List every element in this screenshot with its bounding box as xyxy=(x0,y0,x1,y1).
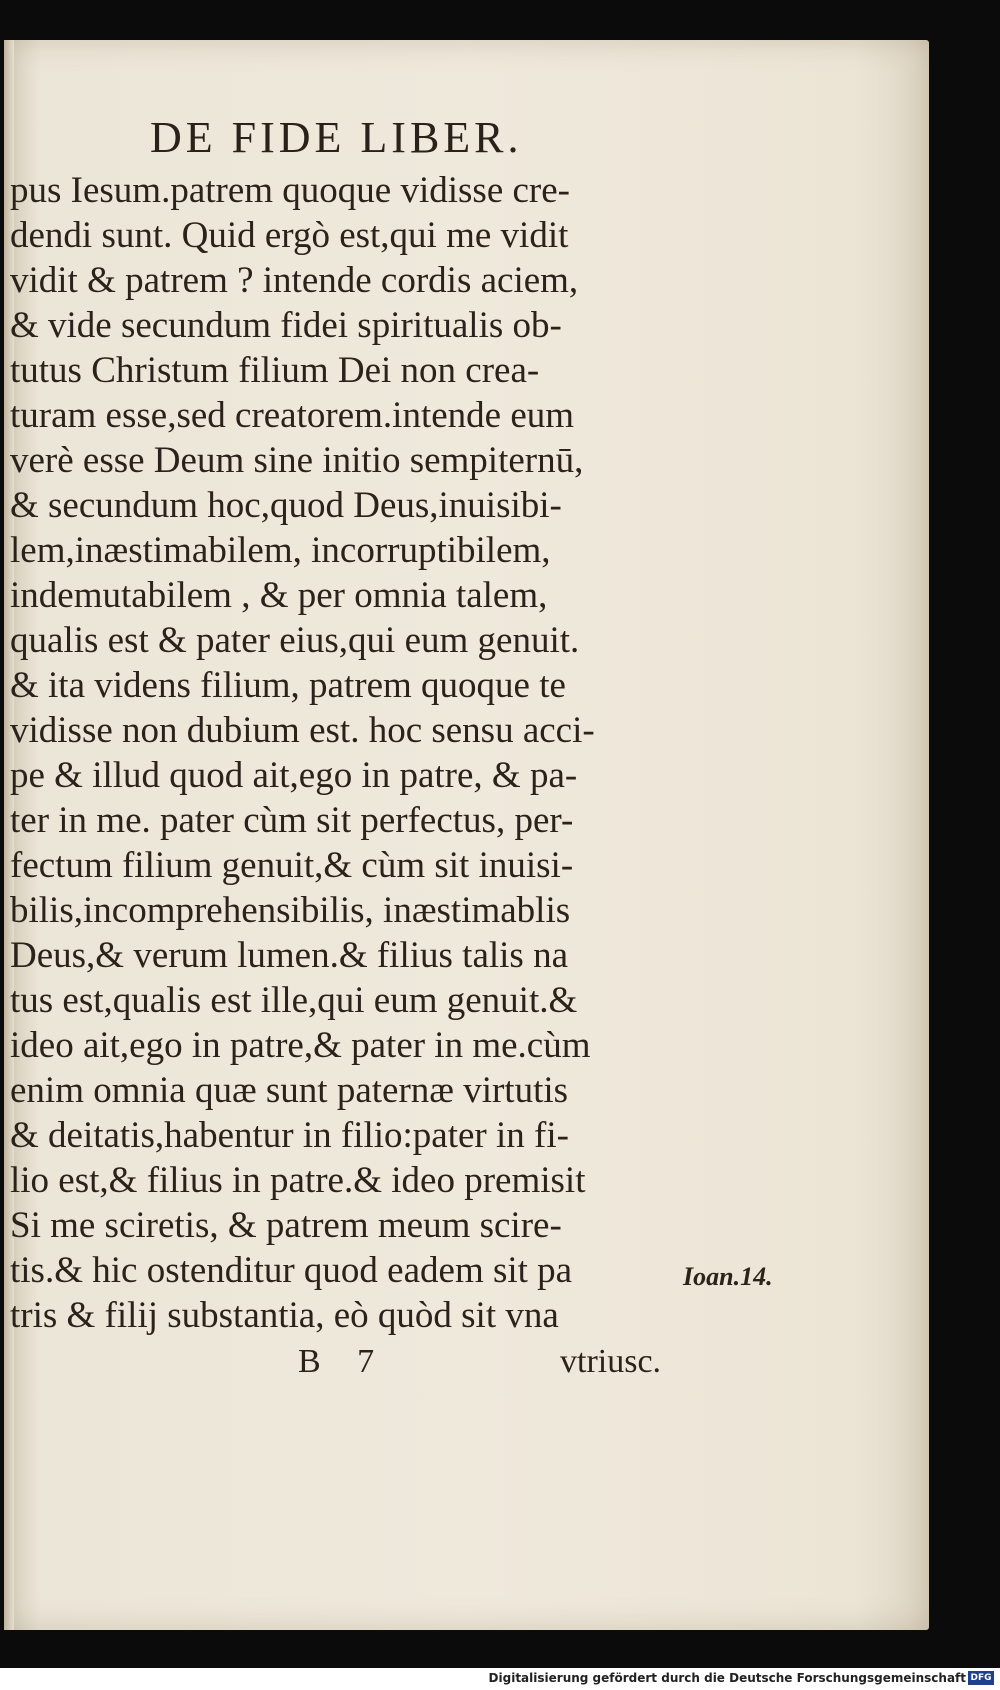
text-line: indemutabilem , & per omnia talem, xyxy=(10,575,548,616)
margin-note: Ioan.14. xyxy=(683,1262,773,1291)
text-line: enim omnia quæ sunt paternæ virtutis xyxy=(10,1070,569,1111)
text-line: ter in me. pater cùm sit perfectus, per- xyxy=(10,800,574,841)
text-line: dendi sunt. Quid ergò est,qui me vidit xyxy=(10,215,569,256)
text-line: turam esse,sed creatorem.intende eum xyxy=(10,395,575,436)
text-line: & secundum hoc,quod Deus,inuisibi- xyxy=(10,485,562,526)
text-line: & vide secundum fidei spiritualis ob- xyxy=(10,305,562,346)
text-line: verè esse Deum sine initio sempiternū, xyxy=(10,440,584,481)
text-line: ideo ait,ego in patre,& pater in me.cùm xyxy=(10,1025,591,1066)
text-line: & deitatis,habentur in filio:pater in fi- xyxy=(10,1115,569,1156)
text-line: pus Iesum.patrem quoque vidisse cre- xyxy=(10,170,570,211)
text-line: fectum filium genuit,& cùm sit inuisi- xyxy=(10,845,574,886)
running-head: DE FIDE LIBER. xyxy=(150,113,523,162)
text-line: tis.& hic ostenditur quod eadem sit pa xyxy=(10,1250,573,1291)
catchword: vtriusc. xyxy=(560,1343,662,1380)
scan-background xyxy=(929,0,1000,1690)
text-line: qualis est & pater eius,qui eum genuit. xyxy=(10,620,580,661)
text-line: & ita videns filium, patrem quoque te xyxy=(10,665,566,706)
footer-bar xyxy=(0,1668,1000,1690)
text-line: tutus Christum filium Dei non crea- xyxy=(10,350,540,391)
footer-credit: Digitalisierung gefördert durch die Deutsche Forschungsgemeinschaft xyxy=(488,1671,966,1685)
text-line: lio est,& filius in patre.& ideo premisit xyxy=(10,1160,586,1201)
text-line: lem,inæstimabilem, incorruptibilem, xyxy=(10,530,551,571)
body-text xyxy=(10,168,690,1338)
text-line: Deus,& verum lumen.& filius talis na xyxy=(10,935,568,976)
text-line: bilis,incomprehensibilis, inæstimablis xyxy=(10,890,571,931)
text-line: tus est,qualis est ille,qui eum genuit.& xyxy=(10,980,578,1021)
text-line: vidit & patrem ? intende cordis aciem, xyxy=(10,260,579,301)
text-line: vidisse non dubium est. hoc sensu acci- xyxy=(10,710,595,751)
text-line: tris & filij substantia, eò quòd sit vna xyxy=(10,1295,559,1336)
text-line: Si me sciretis, & patrem meum scire- xyxy=(10,1205,562,1246)
signature-mark: B 7 xyxy=(298,1343,375,1380)
dfg-logo-icon: DFG xyxy=(968,1671,994,1685)
text-line: pe & illud quod ait,ego in patre, & pa- xyxy=(10,755,578,796)
